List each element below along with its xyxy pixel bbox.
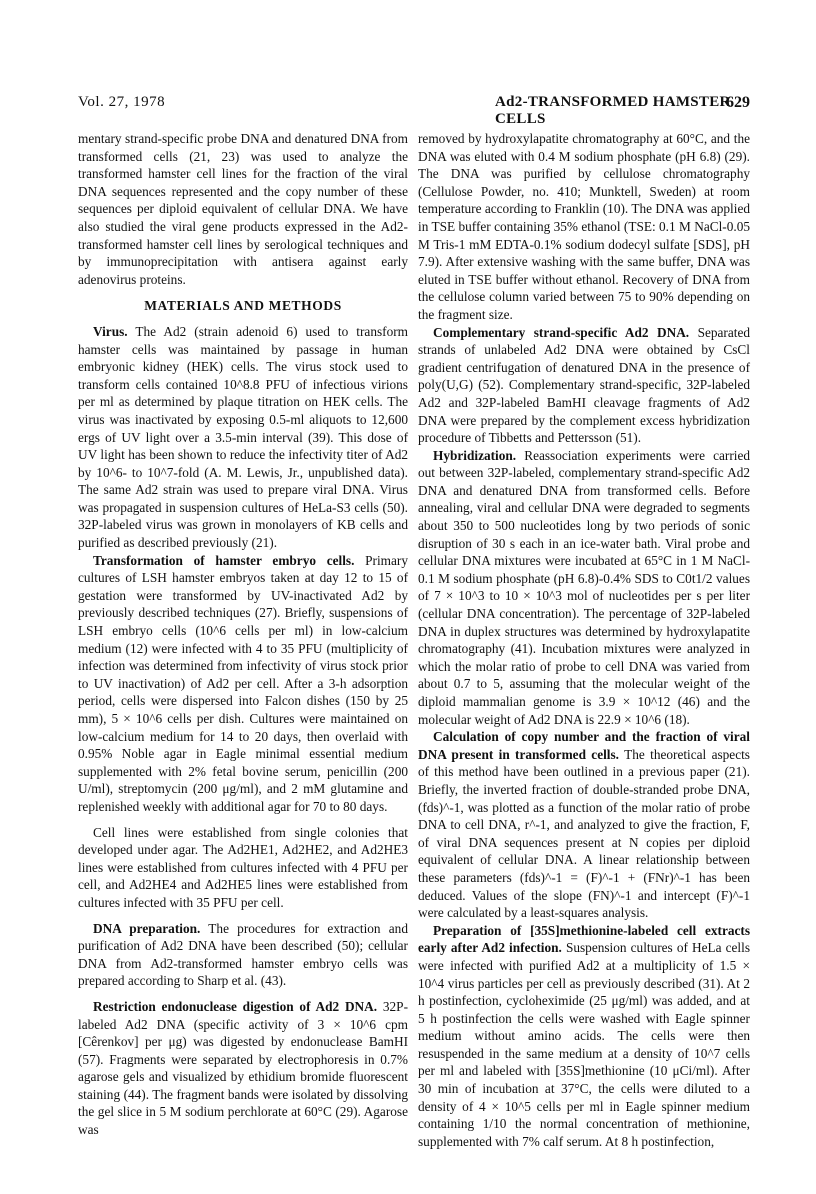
dna-preparation-paragraph [78, 920, 408, 990]
left-column [78, 130, 408, 1139]
intro-paragraph: mentary strand-specific probe DNA and denatured DNA from transformed cells (21, 23) was used to analyze the transformed hamster cell lines for the fraction of the viral DNA sequences represented and the copy number of these sequences per diploid equivalent of cellular DNA. We have also studied the viral gene products expressed in the Ad2-transformed hamster cell lines by serological techniques and by immunoprecipitation with antisera against early adenovirus proteins. [78, 131, 408, 287]
running-header [78, 94, 750, 127]
complementary-paragraph [418, 324, 750, 447]
preparation-heading: Preparation of [35S]methionine-labeled cell extracts early after Ad2 infection. [418, 922, 750, 956]
calculation-text: The theoretical aspects of this method have been outlined in a previous paper (21). Briefly, the inverted fraction of double-stranded probe DNA, (fds)^-1, was plotted as a function of the molar ratio of probe DNA to cell DNA, r^-1, and analyzed to give the fraction, F, of viral DNA sequences present at N copies per diploid equivalent of cellular DNA. A linear relationship between these parameters (fds)^-1 = (F)^-1 + (FNr)^-1 has been deduced. Values of the slope (FN)^-1 and intercept (F)^-1 were calculated by a least-squares analysis. [418, 746, 750, 921]
hybridization-heading: Hybridization. [433, 447, 517, 463]
volume-label: Vol. 27, 1978 [78, 94, 166, 110]
transformation-heading: Transformation of hamster embryo cells. [93, 552, 355, 568]
transformation-text: Primary cultures of LSH hamster embryos taken at day 12 to 15 of gestation were transformed by UV-inactivated Ad2 by previously described techniques (27). Briefly, suspensions of LSH embryo cells (10^6 cells per ml) in low-calcium medium (12) were infected with 4 to 35 PFU (multiplicity of infection was determined from infectivity of virus stock prior to UV inactivation) of Ad2 per cell. After a 3-h adsorption period, cells were dispersed into Falcon dishes (150 by 25 mm), 5 × 10^6 cells per dish. Cultures were maintained on low-calcium medium for 14 to 20 days, then overlaid with 0.95% Noble agar in Eagle minimal essential medium supplemented with 2% fetal bovine serum, penicillin (200 U/ml), streptomycin (200 μg/ml), and 2 mM glutamine and replenished weekly with additional agar for 70 to 80 days. [78, 552, 408, 814]
hybridization-text: Reassociation experiments were carried out between 32P-labeled, complementary strand-specific Ad2 DNA and denatured DNA from transformed cells. Before annealing, viral and cellular DNA were degraded to segments about 350 to 500 nucleotides long by two periods of sonic disruption of 30 s each in an ice-water bath. Viral probe and cellular DNA mixtures were incubated at 65°C in 1 M NaCl-0.1 M sodium phosphate (pH 6.8)-0.4% SDS to C0t1/2 values of 7 × 10^3 to 10 × 10^3 mol of nucleotides per s per liter (cellular DNA concentration). The percentage of 32P-labeled DNA in duplex structures was determined by hydroxylapatite chromatography (41). Incubation mixtures were analyzed in which the molar ratio of probe to cell DNA was varied from about 0.7 to 5, assuming that the molecular weight of the diploid mammalian genome is 3.9 × 10^12 (46) and the molecular weight of Ad2 DNA is 22.9 × 10^6 (18). [418, 447, 750, 727]
dna-preparation-text: The procedures for extraction and purification of Ad2 DNA have been described (50); cellular DNA from Ad2-transformed hamster embryo cells was prepared according to Sharp et al. (43). [78, 920, 408, 989]
virus-paragraph [78, 323, 408, 552]
transformation-paragraph [78, 552, 408, 816]
virus-heading: Virus. [93, 323, 128, 339]
cell-lines-paragraph: Cell lines were established from single colonies that developed under agar. The Ad2HE1, Ad2HE2, and Ad2HE3 lines were established from cultures infected with 4 PFU per cell, and Ad2HE4 and Ad2HE5 lines were established from cultures infected with 35 PFU per cell. [78, 824, 408, 910]
section-heading: MATERIALS AND METHODS [144, 298, 342, 314]
continued-paragraph: removed by hydroxylapatite chromatography at 60°C, and the DNA was eluted with 0.4 M sodium phosphate (pH 6.8) (29). The DNA was purified by cellulose chromatography (Cellulose Powder, no. 410; Munktell, Sweden) at room temperature according to Franklin (10). The DNA was applied in TSE buffer containing 35% ethanol (TSE: 0.1 M NaCl-0.05 M Tris-1 mM EDTA-0.1% sodium dodecyl sulfate [SDS], pH 7.9). After extensive washing with the same buffer, DNA was eluted in TSE buffer without ethanol. Recovery of DNA from the cellulose column varied between 75 to 90% depending on the fragment size. [418, 131, 750, 322]
dna-preparation-heading: DNA preparation. [93, 920, 201, 936]
right-column [418, 130, 750, 1150]
calculation-heading: Calculation of copy number and the fraction of viral DNA present in transformed cells. [418, 729, 750, 762]
running-title: Ad2-TRANSFORMED HAMSTER CELLS [495, 94, 731, 127]
restriction-heading: Restriction endonuclease digestion of Ad2 DNA. [93, 998, 378, 1014]
virus-text: The Ad2 (strain adenoid 6) used to transform hamster cells was maintained by passage in human embryonic kidney (HEK) cells. The virus stock used to transform cells contained 10^8.8 PFU of infectious virions per ml as determined by plaque titration on HEK cells. The virus was inactivated by exposing 0.5-ml aliquots to 12,600 ergs of UV light over a 3.5-min interval (39). This dose of UV light has been shown to reduce the infectivity titer of Ad2 by 10^6- to 10^7-fold (A. M. Lewis, Jr., unpublished data). The same Ad2 strain was used to prepare viral DNA. Virus was propagated in suspension cultures of HeLa-S3 cells (50). 32P-labeled virus was grown in monolayers of KB cells and purified as described previously (21). [78, 323, 408, 551]
page-number: 629 [726, 94, 750, 111]
hybridization-paragraph [418, 447, 750, 729]
restriction-paragraph [78, 998, 408, 1139]
preparation-text: Suspension cultures of HeLa cells were infected with purified Ad2 at a multiplicity of 1.5 × 10^4 virus particles per cell as previously described (31). At 2 h postinfection, cycloheximide (25 μg/ml) was added, and at 5 h postinfection the cells were washed with Eagle spinner medium without amino acids. The cells were then resuspended in the same medium at a density of 10^7 cells per ml and labeled with [35S]methionine (10 μCi/ml). After 30 min of incubation at 37°C, the cells were diluted to a density of 4 × 10^5 cells per ml in Eagle spinner medium containing 1/10 the normal concentration of methionine, supplemented with 7% calf serum. At 8 h postinfection, [418, 940, 750, 1149]
restriction-text: 32P-labeled Ad2 DNA (specific activity of 3 × 10^6 cpm [Cêrenkov] per μg) was digested by endonuclease BamHI (57). Fragments were separated by electrophoresis in 0.7% agarose gels and visualized by ethidium bromide fluorescent staining (44). The fragment bands were isolated by dissolving the gel slice in 5 M sodium perchlorate at 60°C (29). Agarose was [78, 998, 408, 1138]
preparation-paragraph [418, 922, 750, 1151]
calculation-paragraph [418, 728, 750, 922]
complementary-text: Separated strands of unlabeled Ad2 DNA were obtained by CsCl gradient centrifugation of denatured DNA in the presence of poly(U,G) (52). Complementary strand-specific, 32P-labeled Ad2 and 32P-labeled BamHI cleavage fragments of Ad2 DNA were prepared by the complement excess hybridization procedure of Tibbetts and Pettersson (51). [418, 324, 750, 446]
complementary-heading: Complementary strand-specific Ad2 DNA. [433, 324, 690, 340]
